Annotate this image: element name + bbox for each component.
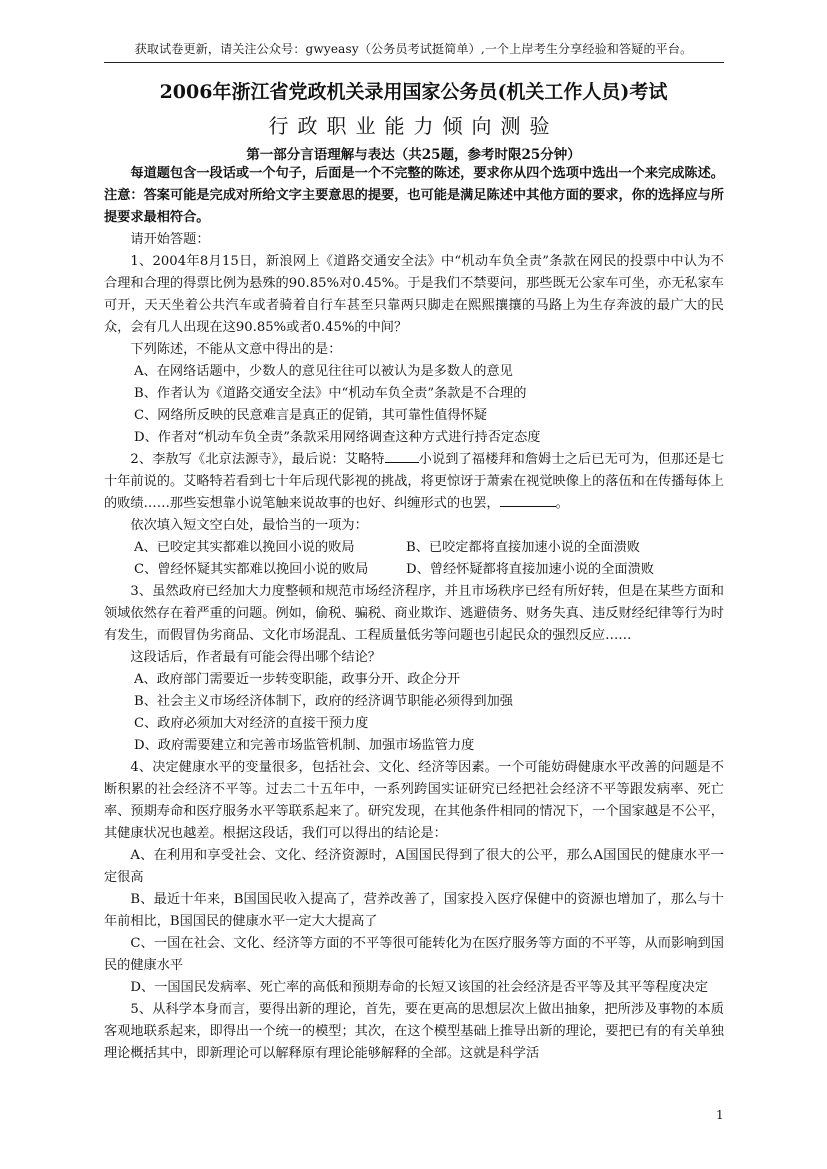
question-1-option-b: B、作者认为《道路交通安全法》中“机动车负全责”条款是不合理的 [134,386,527,401]
question-2-prompt: 依次填入短文空白处，最恰当的一项为： [130,518,368,533]
question-2-text-part-c: 。 [555,496,569,511]
question-2-option-c: C、曾经怀疑其实都难以挽回小说的败局 [134,562,369,577]
document-title: 2006年浙江省党政机关录用国家公务员(机关工作人员)考试 [159,81,668,103]
page-number: 1 [716,1108,724,1122]
question-4-option-c: C、一国在社会、文化、经济等方面的不平等很可能转化为在医疗服务等方面的不平等，从而影响到国民的健康水平 [104,936,724,973]
question-3-prompt: 这段话后，作者最有可能会得出哪个结论？ [130,650,381,665]
question-1-prompt: 下列陈述，不能从文意中得出的是： [130,342,342,357]
start-prompt: 请开始答题： [130,232,210,247]
question-2-options-row-2 [104,559,724,581]
question-4-text: 4、决定健康水平的变量很多，包括社会、文化、经济等因素。一个可能妨碍健康水平改善的问题是不断积累的社会经济不平等。过去二十五年中，一系列跨国实证研究已经把社会经济不平等跟发病率、死亡率、预期寿命和医疗服务水平等联系起来了。研究发现，在其他条件相同的情况下，一个国家越是不公平，其健康状况也越差。根据这段话，我们可以得出的结论是： [104,760,724,841]
header-divider [104,62,724,63]
document-subtitle: 行政职业能力倾向测验 [268,114,559,138]
question-2-option-b: B、已咬定都将直接加速小说的全面溃败 [406,540,640,555]
question-4-option-b: B、最近十年来，B国国民收入提高了，营养改善了，国家投入医疗保健中的资源也增加了，那么与十年前相比，B国国民的健康水平一定大大提高了 [104,892,724,929]
question-2-option-a: A、已咬定其实都难以挽回小说的败局 [134,540,355,555]
question-3-option-c: C、政府必须加大对经济的直接干预力度 [134,716,369,731]
part-heading: 第一部分言语理解与表达（共25题，参考时限25分钟） [246,147,581,163]
question-2-option-d: D、曾经怀疑都将直接加速小说的全面溃败 [406,562,654,577]
instructions: 每道题包含一段话或一个句子，后面是一个不完整的陈述，要求你从四个选项中选出一个来完成陈述。注意：答案可能是完成对所给文字主要意思的提要，也可能是满足陈述中其他方面的要求，你的选择应与所提要求最相符合。 [104,166,724,225]
question-3-option-b: B、社会主义市场经济体制下，政府的经济调节职能必须得到加强 [134,694,513,709]
fill-blank-1 [385,450,419,463]
question-1-option-a: A、在网络话题中，少数人的意见往往可以被认为是多数人的意见 [134,364,513,379]
question-4-option-a: A、在利用和享受社会、文化、经济资源时，A国国民得到了很大的公平，那么A国国民的健康水平一定很高 [104,848,724,885]
question-3-text: 3、虽然政府已经加大力度整顿和规范市场经济程序，并且市场秩序已经有所好转，但是在某些方面和领域依然存在着严重的问题。例如，偷税、骗税、商业欺诈、逃避债务、财务失真、违反财经纪律等行为时有发生，而假冒伪劣商品、文化市场混乱、工程质量低劣等问题也引起民众的强烈反应…… [104,584,724,643]
question-2-options-row-1 [104,537,724,559]
fill-blank-2 [500,494,556,507]
document-body [104,163,724,1065]
header-note: 获取试卷更新，请关注公众号：gwyeasy（公务员考试挺简单）,一个上岸考生分享经验和答疑的平台。 [134,42,693,56]
question-1-option-c: C、网络所反映的民意难言是真正的促销，其可靠性值得怀疑 [134,408,487,423]
question-2-text-part-b: 小说到了福楼拜和詹姆士之后已无可为，但那还是七十年前说的。艾略特若看到七十年后现代影视的挑战，将更惊讶于萧索在视觉映像上的落伍和在传播每体上的败绩……那些妄想靠小说笔触来说故事的也好、纠缠形式的也罢， [104,452,724,511]
question-2-text [104,449,724,515]
question-1-option-d: D、作者对“机动车负全责”条款采用网络调查这种方式进行持否定态度 [134,430,541,445]
question-3-option-a: A、政府部门需要近一步转变职能，政事分开、政企分开 [134,672,461,687]
question-5-text: 5、从科学本身而言，要得出新的理论，首先，要在更高的思想层次上做出抽象，把所涉及事物的本质客观地联系起来，即得出一个统一的模型；其次，在这个模型基础上推导出新的理论，要把已有的有关单独理论概括其中，即新理论可以解释原有理论能够解释的全部。这就是科学活 [104,1002,724,1061]
question-1-text: 1、2004年8月15日，新浪网上《道路交通安全法》中“机动车负全责”条款在网民的投票中中认为不合理和合理的得票比例为悬殊的90.85%对0.45%。于是我们不禁要问，那些既无公家车可坐，亦无私家车可开，天天坐着公共汽车或者骑着自行车甚至只靠两只脚走在熙熙攘攘的马路上为生存奔波的最广大的民众，会有几人出现在这90.85%或者0.45%的中间？ [104,254,724,335]
question-2-text-part-a: 2、李敖写《北京法源寺》，最后说：艾略特 [130,452,385,467]
question-3-option-d: D、政府需要建立和完善市场监管机制、加强市场监管力度 [134,738,475,753]
question-4-option-d: D、一国国民发病率、死亡率的高低和预期寿命的长短又该国的社会经济是否平等及其平等程度决定 [130,980,709,995]
